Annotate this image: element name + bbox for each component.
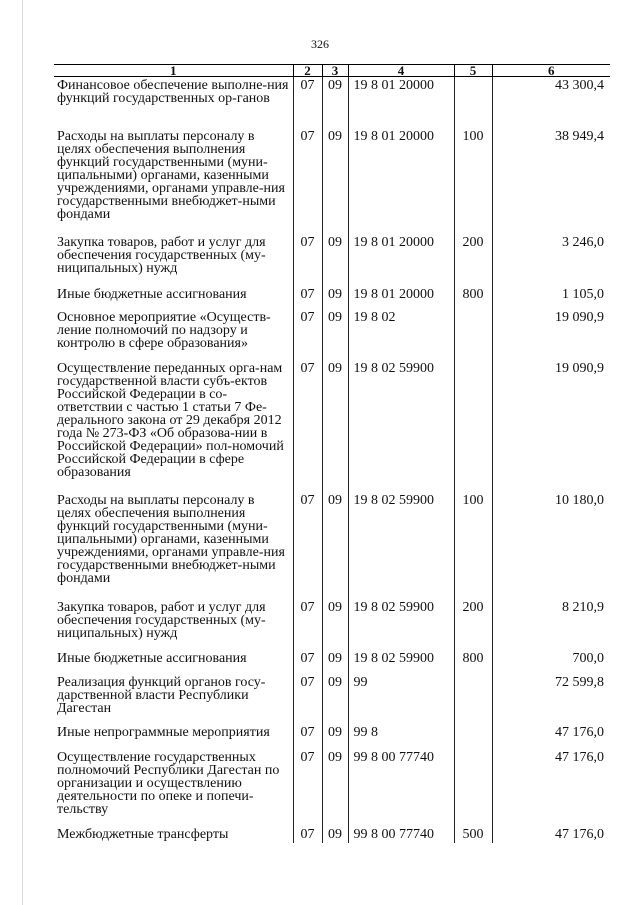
col-header-target-article: 4	[348, 65, 454, 77]
row-target-article: 19 8 02 59900	[348, 650, 454, 674]
row-target-article: 99	[348, 674, 454, 724]
row-section: 07	[293, 749, 322, 826]
row-expense-type: 500	[454, 826, 492, 843]
table-row	[54, 650, 610, 674]
row-name: Расходы на выплаты персоналу в целях обеспечения выполнения функций государственными (муни-ципальными) органами, казенными учреждениями, органами управле-ния государственными внебюджет-ными фондами	[57, 492, 285, 586]
row-amount: 3 246,0	[492, 234, 610, 286]
row-subsection: 09	[322, 724, 348, 749]
page-number: 326	[311, 37, 329, 51]
row-subsection: 09	[322, 309, 348, 360]
row-section: 07	[293, 826, 322, 843]
row-name: Финансовое обеспечение выполне-ния функций государственных ор-ганов	[57, 78, 289, 106]
row-expense-type: 100	[454, 128, 492, 234]
row-amount: 43 300,4	[492, 77, 610, 128]
row-section: 07	[293, 724, 322, 749]
col-header-name: 1	[54, 65, 293, 77]
row-target-article: 99 8	[348, 724, 454, 749]
row-expense-type	[454, 77, 492, 128]
row-subsection: 09	[322, 492, 348, 599]
row-target-article: 19 8 01 20000	[348, 234, 454, 286]
row-subsection: 09	[322, 234, 348, 286]
row-amount: 19 090,9	[492, 360, 610, 492]
table-row	[54, 286, 610, 309]
col-header-amount: 6	[492, 65, 610, 77]
row-subsection: 09	[322, 128, 348, 234]
row-expense-type	[454, 749, 492, 826]
row-target-article: 99 8 00 77740	[348, 826, 454, 843]
row-name: Основное мероприятие «Осуществ-ление полномочий по надзору и контролю в сфере образования»	[57, 309, 271, 351]
row-amount: 47 176,0	[492, 826, 610, 843]
table-row	[54, 360, 610, 492]
row-subsection: 09	[322, 77, 348, 128]
table-row	[54, 674, 610, 724]
row-expense-type	[454, 309, 492, 360]
row-section: 07	[293, 650, 322, 674]
row-subsection: 09	[322, 826, 348, 843]
col-header-subsection: 3	[322, 65, 348, 77]
row-expense-type	[454, 360, 492, 492]
col-header-section: 2	[293, 65, 322, 77]
row-name: Иные непрограммные мероприятия	[57, 724, 270, 740]
row-amount: 38 949,4	[492, 128, 610, 234]
row-target-article: 19 8 01 20000	[348, 77, 454, 128]
row-target-article: 99 8 00 77740	[348, 749, 454, 826]
scan-edge-line	[22, 0, 23, 905]
row-section: 07	[293, 234, 322, 286]
row-subsection: 09	[322, 599, 348, 650]
row-section: 07	[293, 309, 322, 360]
row-name: Расходы на выплаты персоналу в целях обеспечения выполнения функций государственными (муни-ципальными) органами, казенными учреждениями, органами управле-ния государственными внебюджет-ными фондами	[57, 128, 285, 222]
header-row	[54, 65, 610, 77]
row-amount: 700,0	[492, 650, 610, 674]
row-section: 07	[293, 128, 322, 234]
row-target-article: 19 8 02	[348, 309, 454, 360]
table-row	[54, 492, 610, 599]
row-expense-type: 800	[454, 286, 492, 309]
row-name: Реализация функций органов госу-дарственной власти Республики Дагестан	[57, 674, 266, 716]
table-row	[54, 128, 610, 234]
row-section: 07	[293, 674, 322, 724]
row-subsection: 09	[322, 650, 348, 674]
row-expense-type: 200	[454, 234, 492, 286]
row-amount: 8 210,9	[492, 599, 610, 650]
row-section: 07	[293, 492, 322, 599]
table-row	[54, 77, 610, 128]
row-amount: 47 176,0	[492, 724, 610, 749]
row-amount: 47 176,0	[492, 749, 610, 826]
row-target-article: 19 8 01 20000	[348, 128, 454, 234]
row-amount: 1 105,0	[492, 286, 610, 309]
row-name: Осуществление государственных полномочий Республики Дагестан по организации и осуществлению деятельности по опеке и попечи-тельству	[57, 749, 280, 817]
budget-table	[54, 64, 610, 843]
table-row	[54, 826, 610, 843]
row-section: 07	[293, 286, 322, 309]
row-expense-type: 800	[454, 650, 492, 674]
row-expense-type	[454, 674, 492, 724]
row-target-article: 19 8 02 59900	[348, 360, 454, 492]
row-section: 07	[293, 77, 322, 128]
row-target-article: 19 8 01 20000	[348, 286, 454, 309]
table-row	[54, 309, 610, 360]
row-amount: 72 599,8	[492, 674, 610, 724]
row-name: Иные бюджетные ассигнования	[57, 286, 247, 302]
row-target-article: 19 8 02 59900	[348, 599, 454, 650]
row-expense-type	[454, 724, 492, 749]
row-expense-type: 200	[454, 599, 492, 650]
row-subsection: 09	[322, 749, 348, 826]
row-name: Иные бюджетные ассигнования	[57, 650, 247, 666]
col-header-expense-type: 5	[454, 65, 492, 77]
table-row	[54, 749, 610, 826]
row-amount: 19 090,9	[492, 309, 610, 360]
row-subsection: 09	[322, 674, 348, 724]
row-section: 07	[293, 599, 322, 650]
row-subsection: 09	[322, 286, 348, 309]
row-amount: 10 180,0	[492, 492, 610, 599]
row-subsection: 09	[322, 360, 348, 492]
row-name: Закупка товаров, работ и услуг для обеспечения государственных (му-ниципальных) нужд	[57, 234, 266, 276]
row-expense-type: 100	[454, 492, 492, 599]
row-name: Закупка товаров, работ и услуг для обеспечения государственных (му-ниципальных) нужд	[57, 599, 266, 641]
row-name: Межбюджетные трансферты	[57, 826, 229, 842]
table-row	[54, 599, 610, 650]
row-target-article: 19 8 02 59900	[348, 492, 454, 599]
table-row	[54, 234, 610, 286]
row-name: Осуществление переданных орга-нам государственной власти субъ-ектов Российской Федерации в со-ответствии с частью 1 статьи 7 Фе-дерального закона от 29 декабря 2012 года № 273-ФЗ «Об образова-нии в Российской Федерации» пол-номочий Российской Федерации в сфере образования	[57, 360, 284, 480]
row-section: 07	[293, 360, 322, 492]
table-row	[54, 724, 610, 749]
